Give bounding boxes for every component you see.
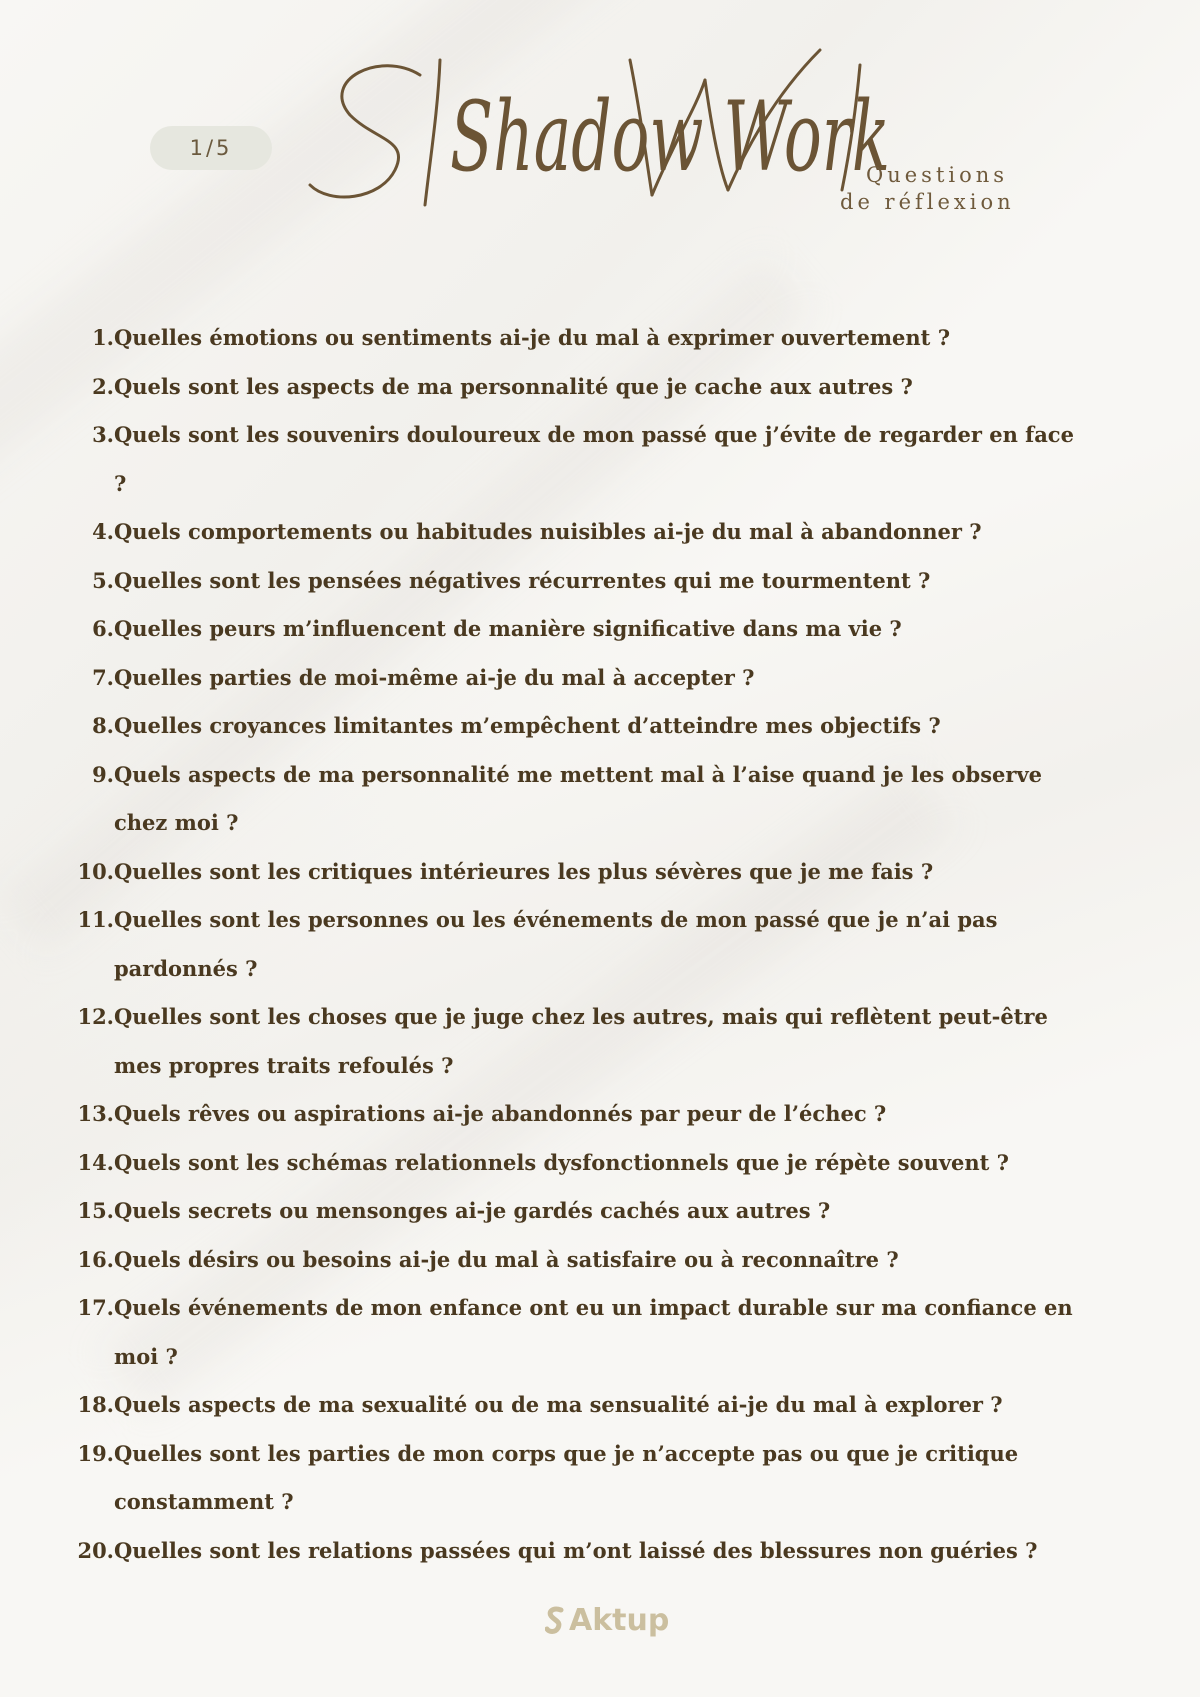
title-text: Shadow Work [450,81,890,193]
question-item [60,1139,1100,1188]
question-text: Quelles parties de moi-même ai-je du mal à accepter ? [114,664,755,690]
subtitle-line-2: de réflexion [840,190,1015,214]
page-subtitle [840,162,1080,216]
question-item [60,896,1100,993]
question-text: Quels sont les schémas relationnels dysfonctionnels que je répète souvent ? [114,1149,1009,1175]
question-text: Quelles sont les parties de mon corps que je n’accepte pas ou que je critique constamment ? [114,1440,1019,1514]
question-number: 13. [77,1101,114,1126]
question-number: 14. [77,1149,114,1175]
question-item [60,1284,1100,1381]
question-item [60,411,1100,508]
question-item [60,1381,1100,1430]
question-text: Quels rêves ou aspirations ai-je abandonnés par peur de l’échec ? [114,1101,887,1126]
question-text: Quels aspects de ma personnalité me mettent mal à l’aise quand je les observe chez moi ? [114,761,1043,835]
question-item [60,848,1100,897]
question-number: 18. [77,1392,114,1417]
question-item [60,654,1100,703]
question-number: 6. [92,616,114,641]
page-indicator: 1/5 [150,126,272,170]
question-text: Quels désirs ou besoins ai-je du mal à satisfaire ou à reconnaître ? [114,1246,899,1272]
question-item [60,557,1100,606]
subtitle-line-1: Questions [866,163,1009,187]
question-number: 19. [77,1440,114,1466]
question-number: 2. [92,373,114,399]
question-item [60,1430,1100,1527]
question-item [60,363,1100,412]
question-text: Quelles émotions ou sentiments ai-je du mal à exprimer ouvertement ? [114,325,951,350]
question-text: Quelles sont les critiques intérieures les plus sévères que je me fais ? [114,858,934,884]
question-text: Quelles sont les relations passées qui m’ont laissé des blessures non guéries ? [114,1537,1038,1563]
question-number: 9. [92,761,114,787]
question-number: 4. [92,519,114,544]
question-item [60,1236,1100,1285]
aktup-logo [545,1600,669,1640]
question-text: Quels événements de mon enfance ont eu un impact durable sur ma confiance en moi ? [114,1295,1073,1369]
logo-text: Aktup [569,1602,670,1638]
question-text: Quelles croyances limitantes m’empêchent d’atteindre mes objectifs ? [114,713,941,738]
question-item [60,314,1100,363]
question-text: Quels secrets ou mensonges ai-je gardés cachés aux autres ? [114,1198,831,1223]
question-list [60,314,1100,1575]
question-text: Quels aspects de ma sexualité ou de ma sensualité ai-je du mal à explorer ? [114,1392,1003,1417]
question-number: 17. [77,1295,114,1320]
question-text: Quelles sont les personnes ou les événements de mon passé que je n’ai pas pardonnés ? [114,907,998,981]
question-item [60,1090,1100,1139]
question-item [60,702,1100,751]
question-number: 3. [92,422,114,447]
question-item [60,993,1100,1090]
question-text: Quelles sont les pensées négatives récurrentes qui me tourmentent ? [114,567,931,593]
question-number: 12. [77,1004,114,1029]
question-text: Quelles peurs m’influencent de manière significative dans ma vie ? [114,616,902,641]
question-number: 11. [77,907,114,932]
question-text: Quelles sont les choses que je juge chez les autres, mais qui reflètent peut-être mes propres traits refoulés ? [114,1004,1048,1078]
question-number: 7. [92,664,114,690]
question-number: 10. [77,858,114,884]
question-item [60,1187,1100,1236]
question-item [60,1527,1100,1576]
question-number: 5. [92,567,114,593]
question-number: 16. [77,1246,114,1272]
question-number: 15. [77,1198,114,1223]
question-item [60,508,1100,557]
question-text: Quels comportements ou habitudes nuisibles ai-je du mal à abandonner ? [114,519,982,544]
question-text: Quels sont les souvenirs douloureux de mon passé que j’évite de regarder en face ? [114,422,1074,496]
question-text: Quels sont les aspects de ma personnalité que je cache aux autres ? [114,373,913,399]
aktup-s-icon [545,1606,565,1634]
question-item [60,605,1100,654]
question-number: 20. [77,1537,114,1563]
question-number: 1. [92,325,114,350]
question-item [60,751,1100,848]
question-number: 8. [92,713,114,738]
